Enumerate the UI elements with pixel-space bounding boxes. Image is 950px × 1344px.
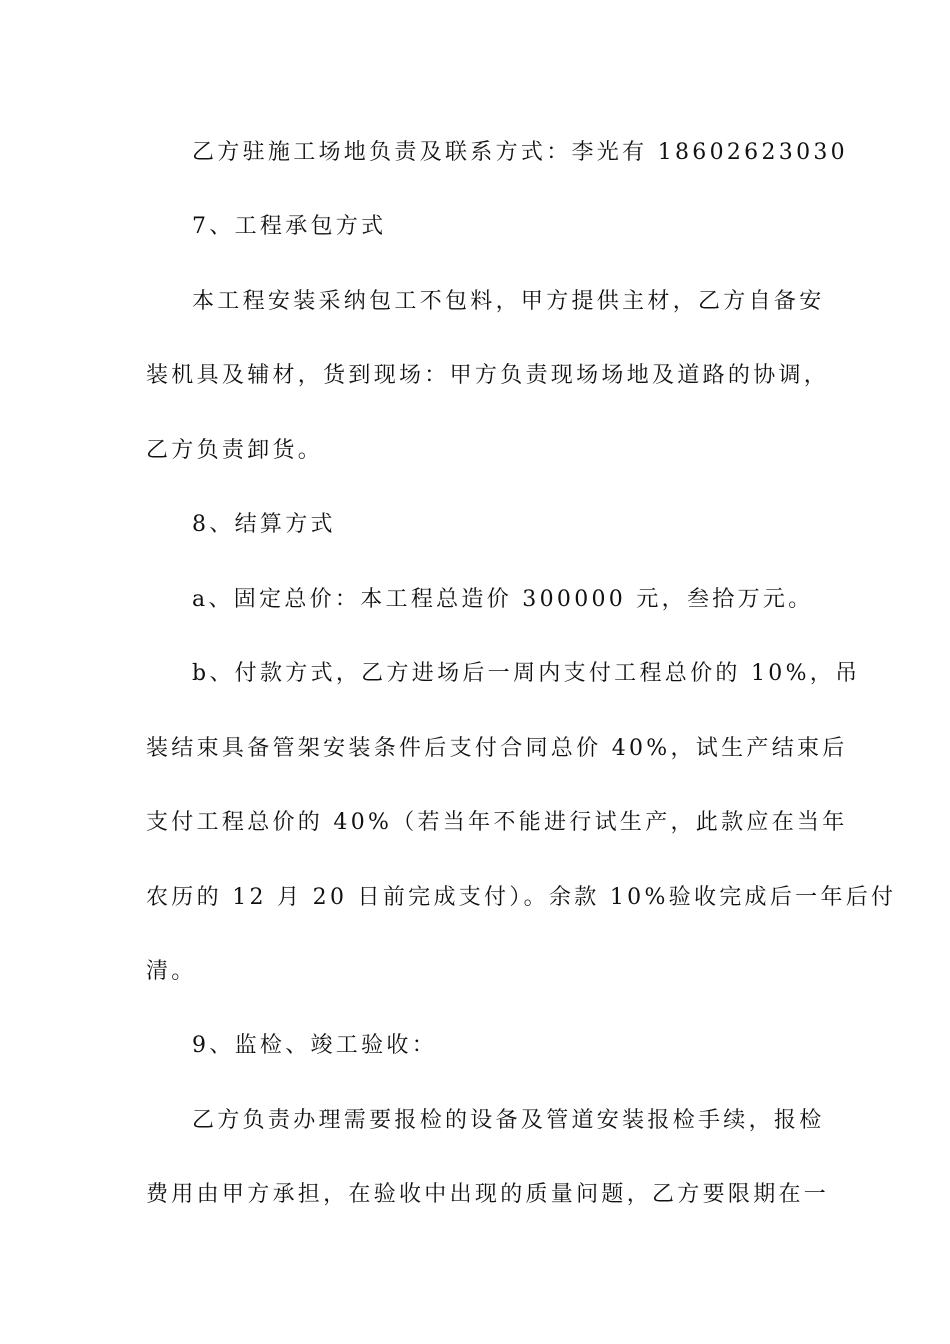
section-8-heading: 8、结算方式	[192, 512, 336, 537]
paragraph-line: 农历的 12 月 20 日前完成支付）。余款 10%验收完成后一年后付	[146, 885, 897, 910]
paragraph-line: 清。	[146, 959, 197, 984]
paragraph-line: 支付工程总价的 40%（若当年不能进行试生产，此款应在当年	[146, 810, 848, 835]
paragraph-line: 本工程安装采纳包工不包料，甲方提供主材，乙方自备安	[192, 289, 825, 314]
paragraph-line: 装机具及辅材，货到现场：甲方负责现场场地及道路的协调，	[146, 363, 830, 388]
paragraph-line: 装结束具备管架安装条件后支付合同总价 40%，试生产结束后	[146, 736, 848, 761]
paragraph-line: 乙方负责卸货。	[146, 438, 324, 463]
paragraph-line: 乙方负责办理需要报检的设备及管道安装报检手续，报检	[192, 1108, 825, 1133]
section-7-heading: 7、工程承包方式	[192, 214, 387, 239]
paragraph-line: b、付款方式，乙方进场后一周内支付工程总价的 10%，吊	[192, 661, 861, 686]
paragraph-line: 费用由甲方承担，在验收中出现的质量问题，乙方要限期在一	[146, 1182, 830, 1207]
section-9-heading: 9、监检、竣工验收：	[192, 1033, 437, 1058]
contact-line: 乙方驻施工场地负责及联系方式：李光有 18602623030	[192, 140, 848, 165]
paragraph-line: a、固定总价：本工程总造价 300000 元，叁拾万元。	[192, 587, 814, 612]
